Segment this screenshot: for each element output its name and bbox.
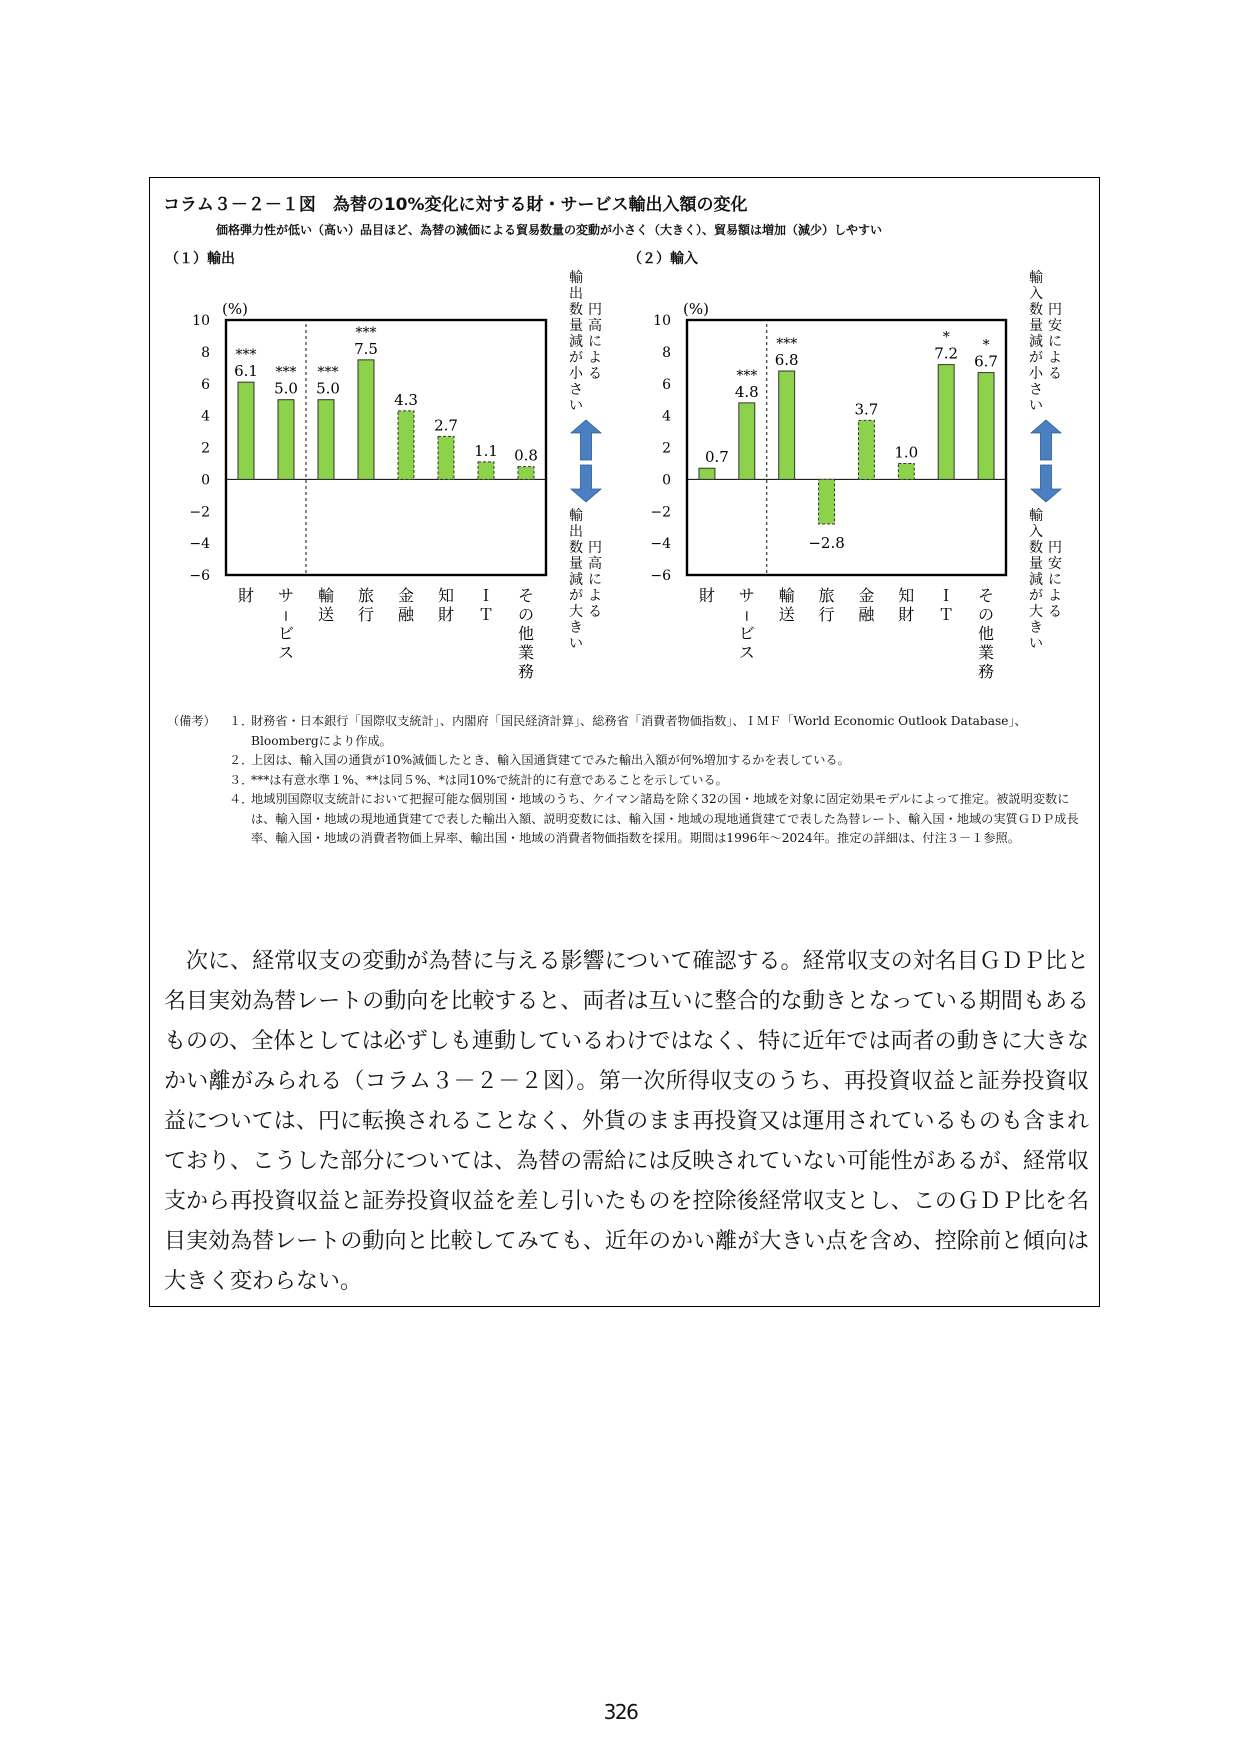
significance-label: *** <box>235 347 257 364</box>
y-tick-label: −4 <box>650 536 671 553</box>
tick-label-char: 大 <box>569 604 583 620</box>
data-label: 7.2 <box>934 344 959 363</box>
data-label: 5.0 <box>316 379 340 398</box>
tick-label-char: よ <box>1048 350 1062 366</box>
y-tick-label: 6 <box>662 376 671 393</box>
bar-金融 <box>858 420 874 479</box>
note-number: １． <box>229 714 254 728</box>
tick-label-char: い <box>569 636 583 652</box>
tick-label-char: 安 <box>1048 556 1062 572</box>
x-tick-label <box>779 586 795 624</box>
tick-label-char: 金 <box>858 586 875 605</box>
tick-label-char: が <box>569 350 583 366</box>
tick-label-char: が <box>1029 350 1043 366</box>
tick-label-char: 金 <box>397 586 415 605</box>
tick-label-char: 務 <box>517 662 535 681</box>
data-label: 3.7 <box>854 400 879 419</box>
tick-label-char: 入 <box>1029 524 1043 540</box>
bar-知財 <box>898 463 914 479</box>
data-label: 1.0 <box>894 443 919 462</box>
note-text: 財務省・日本銀行「国際収支統計」、内閣府「国民経済計算」、総務省「消費者物価指数」、ＩＭＦ「World Economic Outlook Database」、Bloombergにより作成。 <box>251 714 1027 748</box>
tick-label-char: に <box>1048 334 1062 350</box>
note-number: ３． <box>229 772 254 787</box>
tick-label-char: そ <box>978 586 995 605</box>
tick-label-char: る <box>1048 366 1062 382</box>
tick-label-char: き <box>569 620 583 636</box>
tick-label-char: 知 <box>898 586 915 605</box>
imports-bar-chart <box>0 0 1241 720</box>
note-text: 地域別国際収支統計において把握可能な個別国・地域のうち、ケイマン諸島を除く32の国・地域を対象に固定効果モデルによって推定。被説明変数には、輸入国・地域の現地通貨建てで表した輸出入額、説明変数には、輸入国・地域の現地通貨建てで表した為替レート、輸入国・地域の実質ＧＤＰ成長率、輸入国・地域の消費者物価上昇率、輸出国・地域の消費者物価指数を採用。期間は1996年～2024年。推定の詳細は、付注３－１参照。 <box>251 792 1079 845</box>
tick-label-char: 出 <box>569 524 583 540</box>
y-tick-label: −6 <box>189 568 210 584</box>
body-paragraph: 次に、経常収支の変動が為替に与える影響について確認する。経常収支の対名目ＧＤＰ比と名目実効為替レートの動向を比較すると、両者は互いに整合的な動きとなっている期間もあるものの、全体としては必ずしも連動しているわけではなく、特に近年では両者の動きに大きなかい離がみられる（コラム３－２－２図）。第一次所得収支のうち、再投資収益と証券投資収益については、円に転換されることなく、外貨のまま再投資又は運用されているものも含まれており、こうした部分については、為替の需給には反映されていない可能性があるが、経常収支から再投資収益と証券投資収益を差し引いたものを控除後経常収支とし、このＧＤＰ比を名目実効為替レートの動向と比較してみても、近年のかい離が大きい点を含め、控除前と傾向は大きく変わらない。 <box>164 949 1089 1294</box>
tick-label-char: よ <box>588 350 602 366</box>
data-label: 6.8 <box>774 351 799 369</box>
tick-label-char: 知 <box>437 586 455 605</box>
data-label: 2.7 <box>434 416 458 435</box>
tick-label-char: 数 <box>569 540 583 556</box>
bar-サービス <box>739 403 755 480</box>
tick-label-char: 財 <box>698 586 715 605</box>
side-label-top-2 <box>1048 302 1062 382</box>
tick-label-char: 大 <box>1029 604 1043 620</box>
notes-section <box>167 712 1087 849</box>
tick-label-char: の <box>978 605 995 624</box>
tick-label-char: Ｔ <box>938 605 955 624</box>
data-label: 4.3 <box>394 390 418 409</box>
x-tick-label <box>938 586 954 624</box>
body-text <box>164 942 1089 1302</box>
note-text: 上図は、輸入国の通貨が10%減価したとき、輸入国通貨建てでみた輸出入額が何%増加するかを表している。 <box>251 753 850 767</box>
tick-label-char: 旅 <box>357 586 375 605</box>
tick-label-char: 高 <box>588 556 602 572</box>
data-label: −2.8 <box>808 534 845 552</box>
tick-label-char: る <box>588 604 602 620</box>
x-tick-label <box>978 586 994 681</box>
tick-label-char: 円 <box>1048 540 1062 556</box>
tick-label-char: 務 <box>978 662 995 681</box>
y-tick-label: 4 <box>201 408 210 425</box>
note-number: ２． <box>229 753 254 767</box>
y-tick-label: −2 <box>189 504 210 521</box>
note-item <box>167 712 1087 751</box>
y-tick-label: 8 <box>201 344 210 361</box>
significance-label: * <box>982 337 990 354</box>
arrow-up-icon <box>1031 420 1061 460</box>
tick-label-char: サ <box>277 586 295 605</box>
significance-label: *** <box>317 364 339 381</box>
data-label: 0.7 <box>705 448 729 467</box>
tick-label-char: そ <box>517 586 535 605</box>
tick-label-char: に <box>1048 572 1062 588</box>
significance-label: *** <box>736 367 758 384</box>
figure-title: コラム３－２－１図 為替の10%変化に対する財・サービス輸出入額の変化 <box>163 195 748 215</box>
tick-label-char: 送 <box>778 605 795 624</box>
tick-label-char: 財 <box>237 586 255 605</box>
tick-label-char: 小 <box>1029 366 1043 382</box>
tick-label-char: 輸 <box>569 508 583 524</box>
tick-label-char: 量 <box>569 556 583 572</box>
y-tick-label: 0 <box>201 472 210 489</box>
data-label: 7.5 <box>354 339 378 358</box>
y-tick-label: 2 <box>662 440 671 457</box>
data-label: 6.7 <box>974 352 998 371</box>
data-label: 6.1 <box>234 362 258 381</box>
tick-label-char: 輸 <box>1029 270 1043 286</box>
tick-label-char: 行 <box>357 605 375 624</box>
tick-label-char: 減 <box>1029 334 1043 350</box>
tick-label-char: ス <box>738 643 755 662</box>
notes-head <box>167 751 229 771</box>
tick-label-char: Ｉ <box>938 586 955 605</box>
significance-label: * <box>942 329 950 346</box>
note-item <box>167 771 1087 791</box>
data-label: 1.1 <box>474 441 498 460</box>
tick-label-char: 財 <box>437 605 455 624</box>
x-tick-label <box>858 586 875 624</box>
tick-label-char: サ <box>738 586 755 605</box>
tick-label-char: 円 <box>588 302 602 318</box>
tick-label-char: い <box>1029 398 1043 414</box>
arrow-down-icon <box>1031 465 1061 502</box>
tick-label-char: さ <box>1029 382 1043 398</box>
tick-label-char: 他 <box>517 624 535 643</box>
significance-label: *** <box>275 364 297 381</box>
tick-label-char: 減 <box>1029 572 1043 588</box>
tick-label-char: 数 <box>1029 540 1043 556</box>
x-tick-label <box>699 586 715 605</box>
side-label-bottom-2 <box>1048 540 1062 620</box>
tick-label-char: が <box>569 588 583 604</box>
side-label-bottom-1 <box>1029 507 1043 652</box>
bar-旅行 <box>819 479 835 524</box>
tick-label-char: 融 <box>397 605 415 624</box>
data-label: 5.0 <box>274 379 298 398</box>
tick-label-char: 財 <box>898 605 915 624</box>
tick-label-char: 数 <box>1029 302 1043 318</box>
significance-label: *** <box>355 324 377 341</box>
tick-label-char: 減 <box>569 334 583 350</box>
tick-label-char: Ｉ <box>477 586 495 605</box>
y-tick-label: 2 <box>201 440 210 457</box>
tick-label-char: 行 <box>818 605 835 624</box>
y-unit-label: (%) <box>222 300 248 318</box>
notes-head: （備考） <box>167 714 216 728</box>
tick-label-char: 高 <box>588 318 602 334</box>
tick-label-char: に <box>588 572 602 588</box>
tick-label-char: 入 <box>1029 286 1043 302</box>
page-number: 326 <box>603 1700 638 1724</box>
tick-label-char: 安 <box>1048 318 1062 334</box>
tick-label-char: に <box>588 334 602 350</box>
tick-label-char: よ <box>588 588 602 604</box>
y-tick-label: 8 <box>662 344 671 361</box>
tick-label-char: い <box>1029 636 1043 652</box>
y-unit-label: (%) <box>683 300 709 318</box>
bar-ＩＴ <box>938 365 954 480</box>
bar-財 <box>699 468 715 479</box>
tick-label-char: る <box>588 366 602 382</box>
tick-label-char: 小 <box>569 366 583 382</box>
tick-label-char: 輸 <box>778 586 795 605</box>
y-tick-label: 4 <box>662 408 671 425</box>
tick-label-char: い <box>569 398 583 414</box>
tick-label-char: 量 <box>569 318 583 334</box>
tick-label-char: ス <box>277 643 295 662</box>
y-tick-label: −6 <box>650 568 671 584</box>
note-text: ***は有意水準１%、**は同５%、*は同10%で統計的に有意であることを示している。 <box>251 772 728 787</box>
tick-label-char: 円 <box>588 540 602 556</box>
tick-label-char: 輸 <box>317 586 335 605</box>
x-tick-label <box>819 586 835 624</box>
tick-label-char: 減 <box>569 572 583 588</box>
y-tick-label: 6 <box>201 376 210 393</box>
significance-label: *** <box>776 336 798 352</box>
notes-head <box>167 771 229 791</box>
note-item <box>167 790 1087 849</box>
tick-label-char: ビ <box>738 624 755 643</box>
tick-label-char: 業 <box>517 643 535 662</box>
panel-title-exports: （１）輸出 <box>165 251 235 267</box>
plot-frame <box>687 320 1006 575</box>
tick-label-char: Ｔ <box>477 605 495 624</box>
data-label: 0.8 <box>514 446 538 465</box>
tick-label-char: 輸 <box>1029 508 1043 524</box>
side-label-top-1 <box>1029 269 1044 414</box>
tick-label-char: 送 <box>317 605 335 624</box>
tick-label-char: 出 <box>569 286 583 302</box>
tick-label-char: 旅 <box>818 586 835 605</box>
tick-label-char: が <box>1029 588 1043 604</box>
tick-label-char: 業 <box>978 643 995 662</box>
tick-label-char: さ <box>569 382 583 398</box>
tick-label-char: 数 <box>569 302 583 318</box>
tick-label-char: の <box>517 605 535 624</box>
y-tick-label: −2 <box>650 504 671 521</box>
tick-label-char: 量 <box>1029 318 1043 334</box>
data-label: 4.8 <box>734 382 759 401</box>
bar-その他業務 <box>978 373 994 480</box>
tick-label-char: 融 <box>858 605 875 624</box>
y-tick-label: 10 <box>653 313 671 329</box>
tick-label-char: 円 <box>1048 302 1062 318</box>
note-number: ４． <box>229 792 254 806</box>
tick-label-char: よ <box>1048 588 1062 604</box>
figure-subtitle: 価格弾力性が低い（高い）品目ほど、為替の減価による貿易数量の変動が小さく（大きく）、貿易額は増加（減少）しやすい <box>216 223 883 237</box>
y-tick-label: 10 <box>192 313 210 329</box>
tick-label-char: 量 <box>1029 556 1043 572</box>
tick-label-char: 他 <box>978 624 995 643</box>
note-item <box>167 751 1087 771</box>
panel-title-imports: （２）輸入 <box>628 251 698 267</box>
y-tick-label: 0 <box>662 472 671 489</box>
notes-head <box>167 790 229 849</box>
tick-label-char: る <box>1048 604 1062 620</box>
y-tick-label: −4 <box>189 536 210 553</box>
tick-label-char: ビ <box>277 624 295 643</box>
x-tick-label <box>739 586 755 662</box>
bar-輸送 <box>779 371 795 479</box>
x-tick-label <box>898 586 914 624</box>
tick-label-char: 輸 <box>569 270 583 286</box>
tick-label-char: き <box>1029 620 1043 636</box>
